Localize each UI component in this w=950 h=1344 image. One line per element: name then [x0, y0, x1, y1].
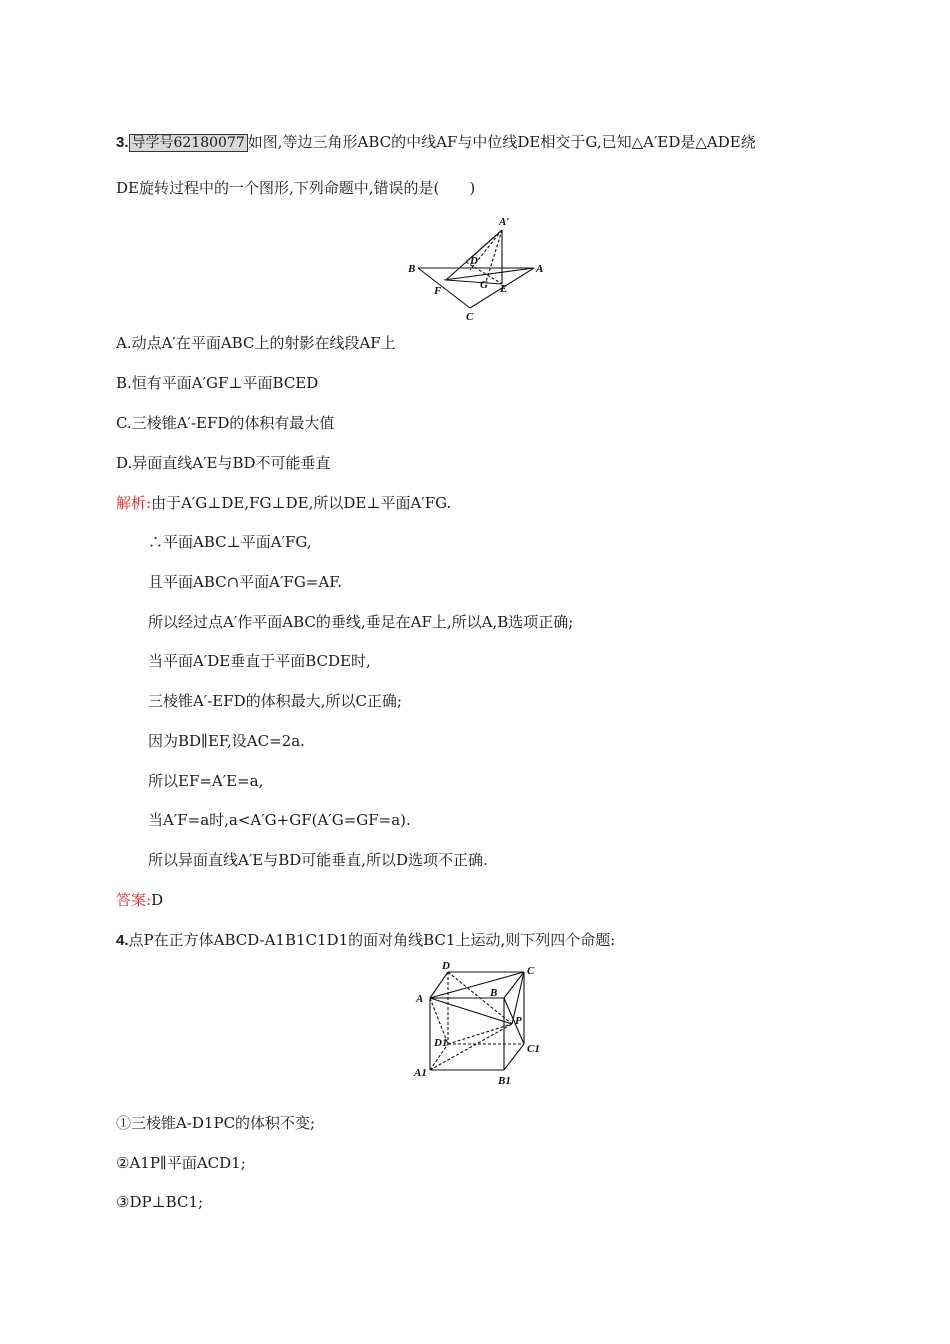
q3-figure — [404, 212, 564, 322]
q4-fig-label-c: C — [527, 965, 535, 977]
q3-line2: DE旋转过程中的一个图形,下列命题中,错误的是( ) — [116, 179, 476, 197]
q3-answer — [116, 890, 163, 910]
q4-fig-label-a: A — [416, 993, 424, 1005]
solution-line-9: 所以异面直线A′E与BD可能垂直,所以D选项不正确. — [148, 851, 488, 869]
q3-text-line1: 如图,等边三角形ABC的中线AF与中位线DE相交于G,已知△A′ED是△ADE绕 — [247, 133, 756, 151]
solution-line-7: 所以EF=A′E=a, — [148, 772, 264, 790]
q4-statement-2: ②A1P∥平面ACD1; — [116, 1154, 246, 1172]
q3-fig-label-b: B — [408, 263, 416, 275]
q4-statement-1: ①三棱锥A-D1PC的体积不变; — [116, 1114, 316, 1132]
q3-fig-label-a: A — [536, 263, 544, 275]
q3-option-d: D.异面直线A′E与BD不可能垂直 — [116, 454, 331, 472]
q4-fig-label-a1: A1 — [414, 1067, 427, 1079]
q3-option-b: B.恒有平面A′GF⊥平面BCED — [116, 374, 319, 392]
q3-line1 — [116, 132, 756, 153]
q3-number: 3. — [116, 134, 129, 151]
answer-value: D — [151, 891, 164, 909]
q3-fig-label-f: F — [434, 285, 442, 297]
solution-line-6: 因为BD∥EF,设AC=2a. — [148, 732, 305, 750]
q3-option-c: C.三棱锥A′-EFD的体积有最大值 — [116, 414, 335, 432]
q4-fig-label-p: P — [515, 1015, 522, 1027]
solution-line-5: 三棱锥A′-EFD的体积最大,所以C正确; — [148, 692, 402, 710]
solution-line-1: ∴平面ABC⊥平面A′FG, — [148, 533, 312, 551]
q3-tag[interactable]: 导学号62180077 — [129, 134, 248, 152]
answer-label: 答案: — [116, 891, 152, 909]
solution-line-0: 由于A′G⊥DE,FG⊥DE,所以DE⊥平面A′FG. — [151, 494, 452, 512]
solution-line-4: 当平面A′DE垂直于平面BCDE时, — [148, 652, 371, 670]
q4-cube-figure — [408, 960, 558, 1090]
q4-text: 点P在正方体ABCD-A1B1C1D1的面对角线BC1上运动,则下列四个命题: — [128, 931, 616, 949]
q4-fig-label-b: B — [490, 987, 498, 999]
q4-fig-label-d: D — [442, 960, 450, 972]
q3-fig-label-aprime: A′ — [499, 216, 510, 228]
q3-fig-label-d: D — [470, 255, 478, 267]
q3-fig-label-c: C — [466, 311, 474, 322]
q3-fig-label-e: E — [500, 283, 508, 295]
q4-statement-3: ③DP⊥BC1; — [116, 1193, 204, 1211]
q4-fig-label-c1: C1 — [527, 1043, 540, 1055]
q3-fig-label-g: G — [480, 279, 488, 291]
q4-line1 — [116, 930, 615, 951]
q3-option-a: A.动点A′在平面ABC上的射影在线段AF上 — [116, 334, 396, 352]
q4-fig-label-d1: D1 — [434, 1037, 448, 1049]
q3-solution-first-line — [116, 493, 451, 513]
q4-number: 4. — [116, 932, 129, 949]
solution-label: 解析: — [116, 494, 152, 512]
solution-line-2: 且平面ABC∩平面A′FG=AF. — [148, 573, 343, 591]
solution-line-8: 当A′F=a时,a<A′G+GF(A′G=GF=a). — [148, 811, 411, 829]
solution-line-3: 所以经过点A′作平面ABC的垂线,垂足在AF上,所以A,B选项正确; — [148, 613, 574, 631]
q4-fig-label-b1: B1 — [498, 1075, 511, 1087]
